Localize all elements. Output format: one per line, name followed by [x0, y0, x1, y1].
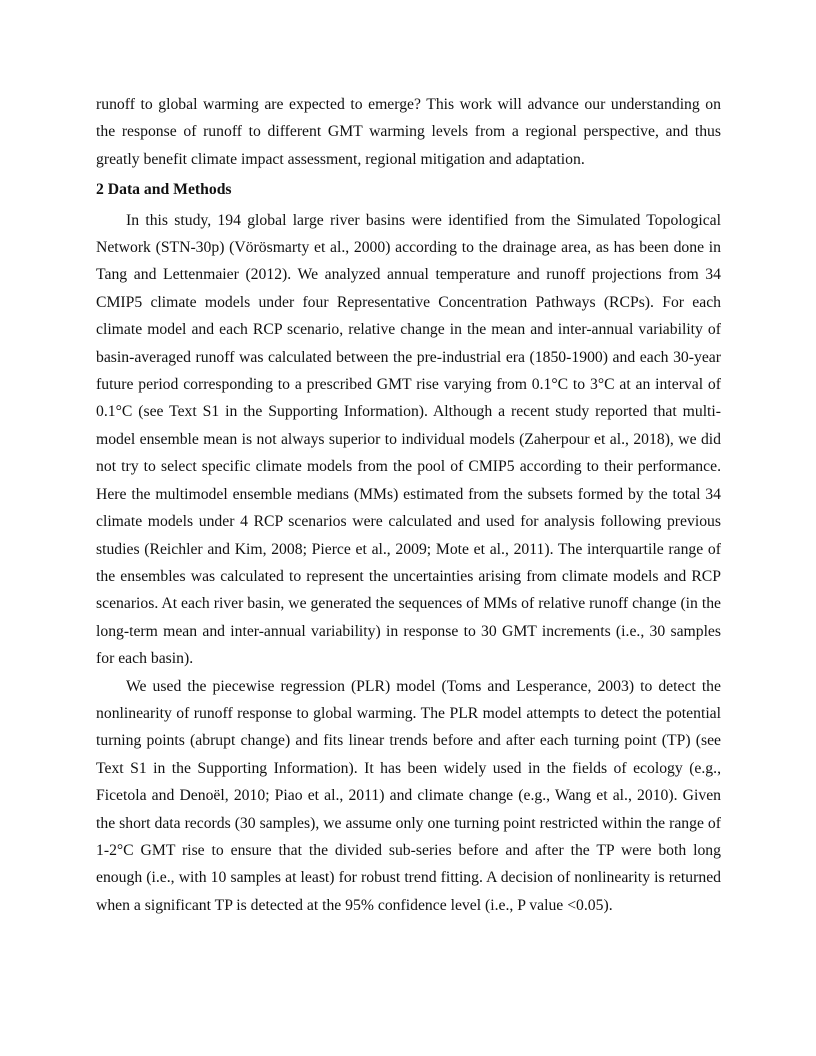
- body-paragraph-2: We used the piecewise regression (PLR) model (Toms and Lesperance, 2003) to detect the nonlinearity of runoff response to global warming. The PLR model attempts to detect the potential turning points (abrupt change) and fits linear trends before and after each turning point (TP) (see Text S1 in the Supporting Information). It has been widely used in the fields of ecology (e.g., Ficetola and Denoël, 2010; Piao et al., 2011) and climate change (e.g., Wang et al., 2010). Given the short data records (30 samples), we assume only one turning point restricted within the range of 1-2°C GMT rise to ensure that the divided sub-series before and after the TP were both long enough (i.e., with 10 samples at least) for robust trend fitting. A decision of nonlinearity is returned when a significant TP is detected at the 95% confidence level (i.e., P value <0.05).: [96, 677, 721, 914]
- intro-paragraph-tail: runoff to global warming are expected to emerge? This work will advance our understanding on the response of runoff to different GMT warming levels from a regional perspective, and thus greatly benefit climate impact assessment, regional mitigation and adaptation.: [96, 96, 721, 168]
- body-paragraph-1: In this study, 194 global large river basins were identified from the Simulated Topological Network (STN-30p) (Vörösmarty et al., 2000) according to the drainage area, as has been done in Tang and Lettenmaier (2012). We analyzed annual temperature and runoff projections from 34 CMIP5 climate models under four Representative Concentration Pathways (RCPs). For each climate model and each RCP scenario, relative change in the mean and inter-annual variability of basin-averaged runoff was calculated between the pre-industrial era (1850-1900) and each 30-year future period corresponding to a prescribed GMT rise varying from 0.1°C to 3°C at an interval of 0.1°C (see Text S1 in the Supporting Information). Although a recent study reported that multi-model ensemble mean is not always superior to individual models (Zaherpour et al., 2018), we did not try to select specific climate models from the pool of CMIP5 according to their performance. Here the multimodel ensemble medians (MMs) estimated from the subsets formed by the total 34 climate models under 4 RCP scenarios were calculated and used for analysis following previous studies (Reichler and Kim, 2008; Pierce et al., 2009; Mote et al., 2011). The interquartile range of the ensembles was calculated to represent the uncertainties arising from climate models and RCP scenarios. At each river basin, we generated the sequences of MMs of relative runoff change (in the long-term mean and inter-annual variability) in response to 30 GMT increments (i.e., 30 samples for each basin).: [96, 211, 721, 668]
- document-page: [96, 91, 721, 919]
- section-heading: 2 Data and Methods: [96, 181, 232, 199]
